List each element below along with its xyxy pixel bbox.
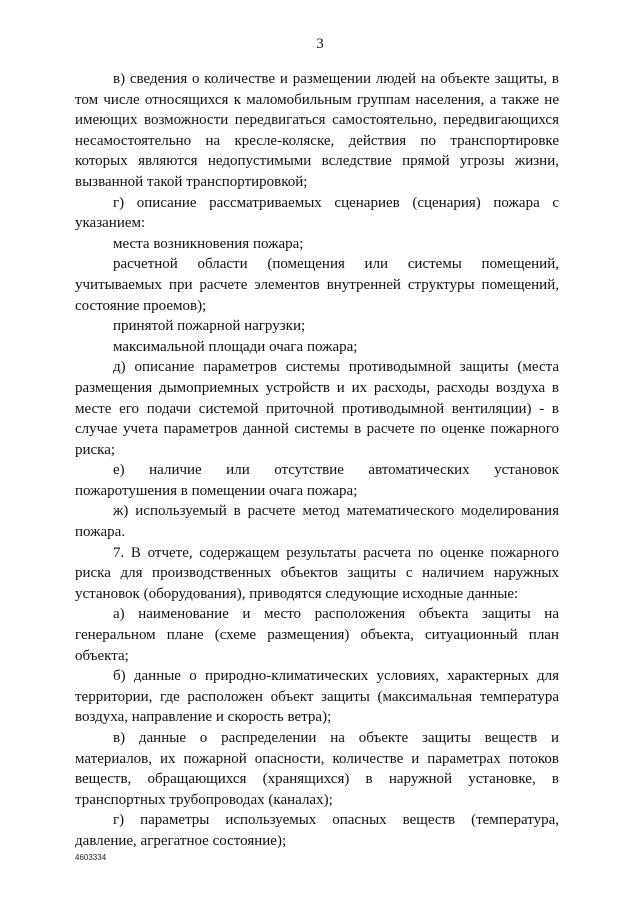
section-7-intro: 7. В отчете, содержащем результаты расчета по оценке пожарного риска для производственных объектов защиты с наличием наружных установок (оборудования), приводятся следующие исходные данные: [75,544,559,602]
list-item-calc-area: расчетной области (помещения или системы помещений, учитываемых при расчете элементов внутренней структуры помещений, состояние проемов); [75,256,559,314]
paragraph-zh-modeling-method: ж) используемый в расчете метод математического моделирования пожара. [75,503,559,541]
paragraph-b-climate: б) данные о природно-климатических условиях, характерных для территории, где расположен объект защиты (максимальная температура воздуха, направление и скорость ветра); [75,668,559,726]
paragraph-a-location: а) наименование и место расположения объекта защиты на генеральном плане (схеме размещения) объекта, ситуационный план объекта; [75,606,559,664]
list-item-fire-load: принятой пожарной нагрузки; [113,318,306,335]
paragraph-d-smoke-protection: д) описание параметров системы противодымной защиты (места размещения дымоприемных устройств и их расходы, расходы воздуха в месте его подачи системой приточной противодымной вентиляции) - в случае учета параметров данной системы в расчете по оценке пожарного риска; [75,359,559,458]
paragraph-g-parameters: г) параметры используемых опасных веществ (температура, давление, агрегатное состояние); [75,812,559,849]
list-item-fire-origin: места возникновения пожара; [113,235,304,252]
paragraph-v-people-info: в) сведения о количестве и размещении людей на объекте защиты, в том числе относящихся к маломобильным группам населения, а также не имеющих возможности передвигаться самостоятельно, передвигающихся несамостоятельно на кресле-коляске, действия по транспортировке которых являются недопустимыми вследствие прямой угрозы жизни, вызванной такой транспортировкой; [75,71,559,190]
list-item-max-area: максимальной площади очага пожара; [113,338,358,355]
paragraph-v-substances: в) данные о распределении на объекте защиты веществ и материалов, их пожарной опасности, количестве и параметрах потоков веществ, обращающихся (хранящихся) в наружной установке, в транспортных трубопроводах (каналах); [75,730,559,808]
paragraph-e-extinguishing: е) наличие или отсутствие автоматических установок пожаротушения в помещении очага пожара; [75,462,559,499]
document-code: 4603334 [75,853,107,862]
document-body [75,69,559,852]
paragraph-g-scenarios: г) описание рассматриваемых сценариев (сценария) пожара с указанием: [75,194,559,232]
page-number: 3 [316,36,324,52]
